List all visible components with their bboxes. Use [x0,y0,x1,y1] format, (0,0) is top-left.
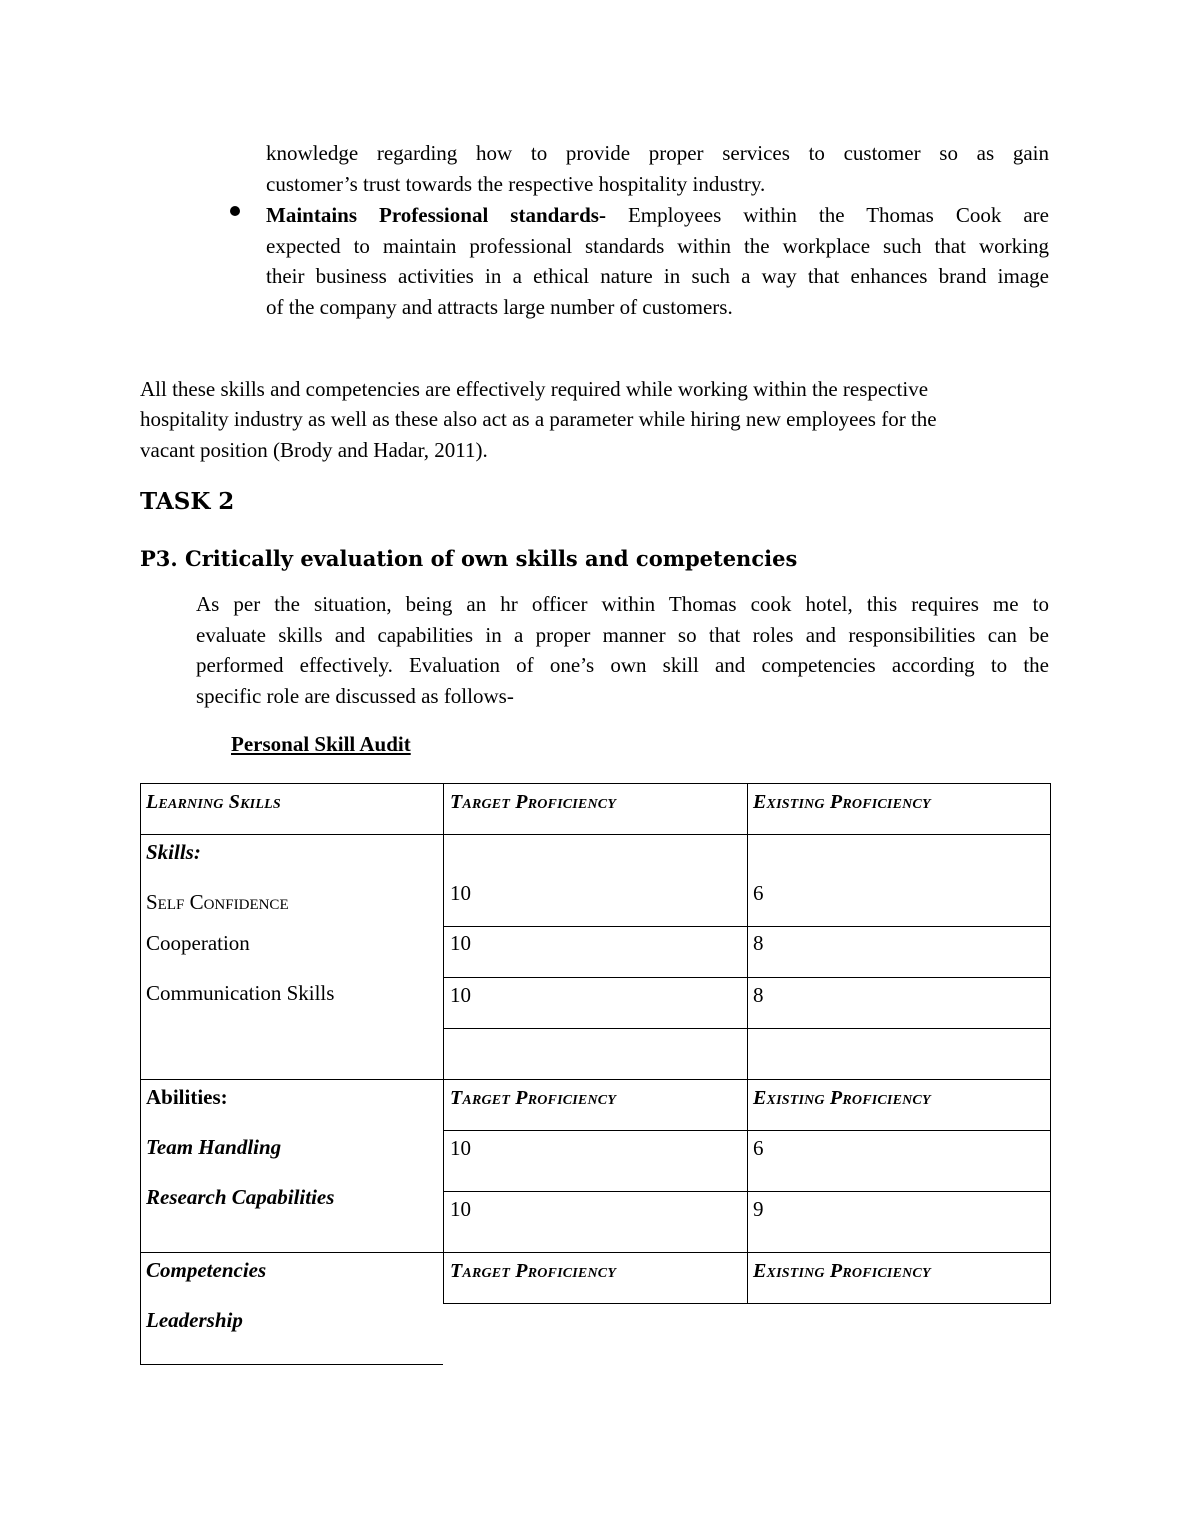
ability-name-team-handling: Team Handling [146,1135,282,1159]
competency-name-leadership: Leadership [146,1308,243,1332]
bullet-line-4: of the company and attracts large number of customers. [266,295,733,319]
col-header-target-proficiency: Target Proficiency [450,791,617,813]
continuation-line-1: knowledge regarding how to provide proper services to customer so as gain [266,141,1049,165]
ability-target-value: 10 [450,1136,471,1160]
ability-existing-value: 6 [753,1136,764,1160]
skills-label: Skills: [146,840,201,864]
summary-line-2: hospitality industry as well as these also act as a parameter while hiring new employees for the [140,407,937,431]
col-header-existing-proficiency: Existing Proficiency [753,791,931,813]
skill-target-value: 10 [450,931,471,955]
skill-target-value: 10 [450,881,471,905]
ability-name-research: Research Capabilities [146,1185,335,1209]
audit-title: Personal Skill Audit [231,732,411,756]
summary-line-1: All these skills and competencies are effectively required while working within the respective [140,377,929,401]
ability-target-value: 10 [450,1197,471,1221]
table-border [443,783,444,1303]
bullet-line-1-rest: Employees within the Thomas Cook are [605,203,1049,227]
abilities-header-existing: Existing Proficiency [753,1087,931,1109]
competencies-header-target: Target Proficiency [450,1260,617,1282]
task-heading: TASK 2 [140,488,235,515]
skill-existing-value: 6 [753,881,764,905]
bullet-dot-icon [230,206,240,216]
skill-existing-value: 8 [753,931,764,955]
competencies-header-existing: Existing Proficiency [753,1260,931,1282]
table-border [140,1079,1051,1080]
intro-line-1: As per the situation, being an hr officer within Thomas cook hotel, this requires me to [196,592,1049,616]
skill-existing-value: 8 [753,983,764,1007]
abilities-header-target: Target Proficiency [450,1087,617,1109]
ability-existing-value: 9 [753,1197,764,1221]
intro-line-4: specific role are discussed as follows- [196,684,514,708]
table-border [140,783,141,1364]
skill-name-self-confidence: Self Confidence [146,890,289,914]
bullet-title: Maintains Professional standards- [266,203,606,227]
continuation-line-2: customer’s trust towards the respective hospitality industry. [266,172,766,196]
bullet-line-1 [266,200,1049,231]
bullet-line-2: expected to maintain professional standards within the workplace such that working [266,234,1049,258]
table-border [140,1364,443,1365]
table-border [140,1252,1051,1253]
skill-name-cooperation: Cooperation [146,931,250,955]
table-border [1050,783,1051,1303]
intro-line-3: performed effectively. Evaluation of one’s own skill and competencies according to the [196,653,1049,677]
summary-line-3: vacant position (Brody and Hadar, 2011). [140,438,488,462]
col-header-learning-skills: Learning Skills [146,791,281,813]
skill-name-communication: Communication Skills [146,981,335,1005]
table-border [140,783,1051,784]
table-border [747,783,748,1303]
skill-target-value: 10 [450,983,471,1007]
competencies-label: Competencies [146,1258,267,1282]
abilities-label: Abilities: [146,1085,228,1109]
table-border [140,834,1051,835]
table-border [443,1303,1051,1304]
intro-line-2: evaluate skills and capabilities in a proper manner so that roles and responsibilities can be [196,623,1049,647]
section-heading: P3. Critically evaluation of own skills and competencies [140,546,798,571]
bullet-line-3: their business activities in a ethical nature in such a way that enhances brand image [266,264,1049,288]
